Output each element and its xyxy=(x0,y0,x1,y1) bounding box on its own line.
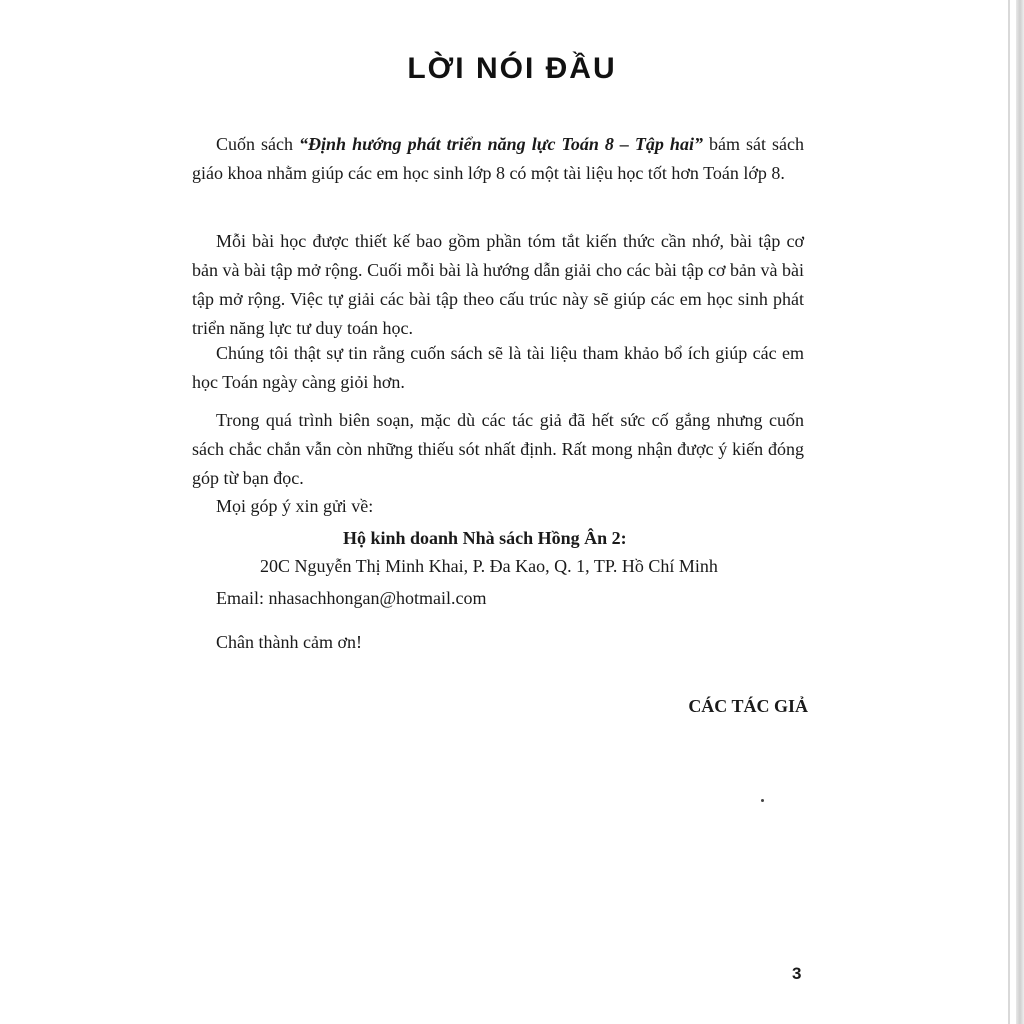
paragraph-belief-text: Chúng tôi thật sự tin rằng cuốn sách sẽ là tài liệu tham khảo bổ ích giúp các em học Toán ngày càng giỏi hơn. xyxy=(192,343,804,392)
book-title: “Định hướng phát triển năng lực Toán 8 – Tập hai” xyxy=(299,134,703,154)
organization-name: Hộ kinh doanh Nhà sách Hồng Ân 2: xyxy=(343,528,627,548)
paragraph-intro xyxy=(192,130,804,188)
page-number: 3 xyxy=(792,964,802,983)
organization-address: 20C Nguyễn Thị Minh Khai, P. Đa Kao, Q. 1, TP. Hồ Chí Minh xyxy=(260,556,718,576)
page-edge-shadow xyxy=(1016,0,1024,1024)
authors-signature: CÁC TÁC GIẢ xyxy=(688,696,808,716)
page-edge-line xyxy=(1008,0,1010,1024)
contact-email: Email: nhasachhongan@hotmail.com xyxy=(216,588,487,608)
paragraph-structure xyxy=(192,227,804,343)
paragraph-feedback xyxy=(192,406,804,493)
paragraph-intro-prefix: Cuốn sách xyxy=(216,134,300,154)
paragraph-feedback-text: Trong quá trình biên soạn, mặc dù các tác giả đã hết sức cố gắng nhưng cuốn sách chắc chắn vẫn còn những thiếu sót nhất định. Rất mong nhận được ý kiến đóng góp từ bạn đọc. xyxy=(192,410,804,488)
paragraph-belief xyxy=(192,339,804,397)
paragraph-intro-suffix: bám sát sách giáo khoa nhằm giúp các em học sinh lớp 8 có một tài liệu học tốt hơn Toán lớp 8. xyxy=(192,134,804,183)
thanks-line: Chân thành cảm ơn! xyxy=(216,632,362,652)
page-title: LỜI NÓI ĐẦU xyxy=(407,52,617,85)
paragraph-structure-text: Mỗi bài học được thiết kế bao gồm phần tóm tắt kiến thức cần nhớ, bài tập cơ bản và bài tập mở rộng. Cuối mỗi bài là hướng dẫn giải cho các bài tập cơ bản và bài tập mở rộng. Việc tự giải các bài tập theo cấu trúc này sẽ giúp các em học sinh phát triển năng lực tư duy toán học. xyxy=(192,231,804,338)
contact-intro: Mọi góp ý xin gửi về: xyxy=(216,496,374,516)
print-speck xyxy=(761,799,764,802)
